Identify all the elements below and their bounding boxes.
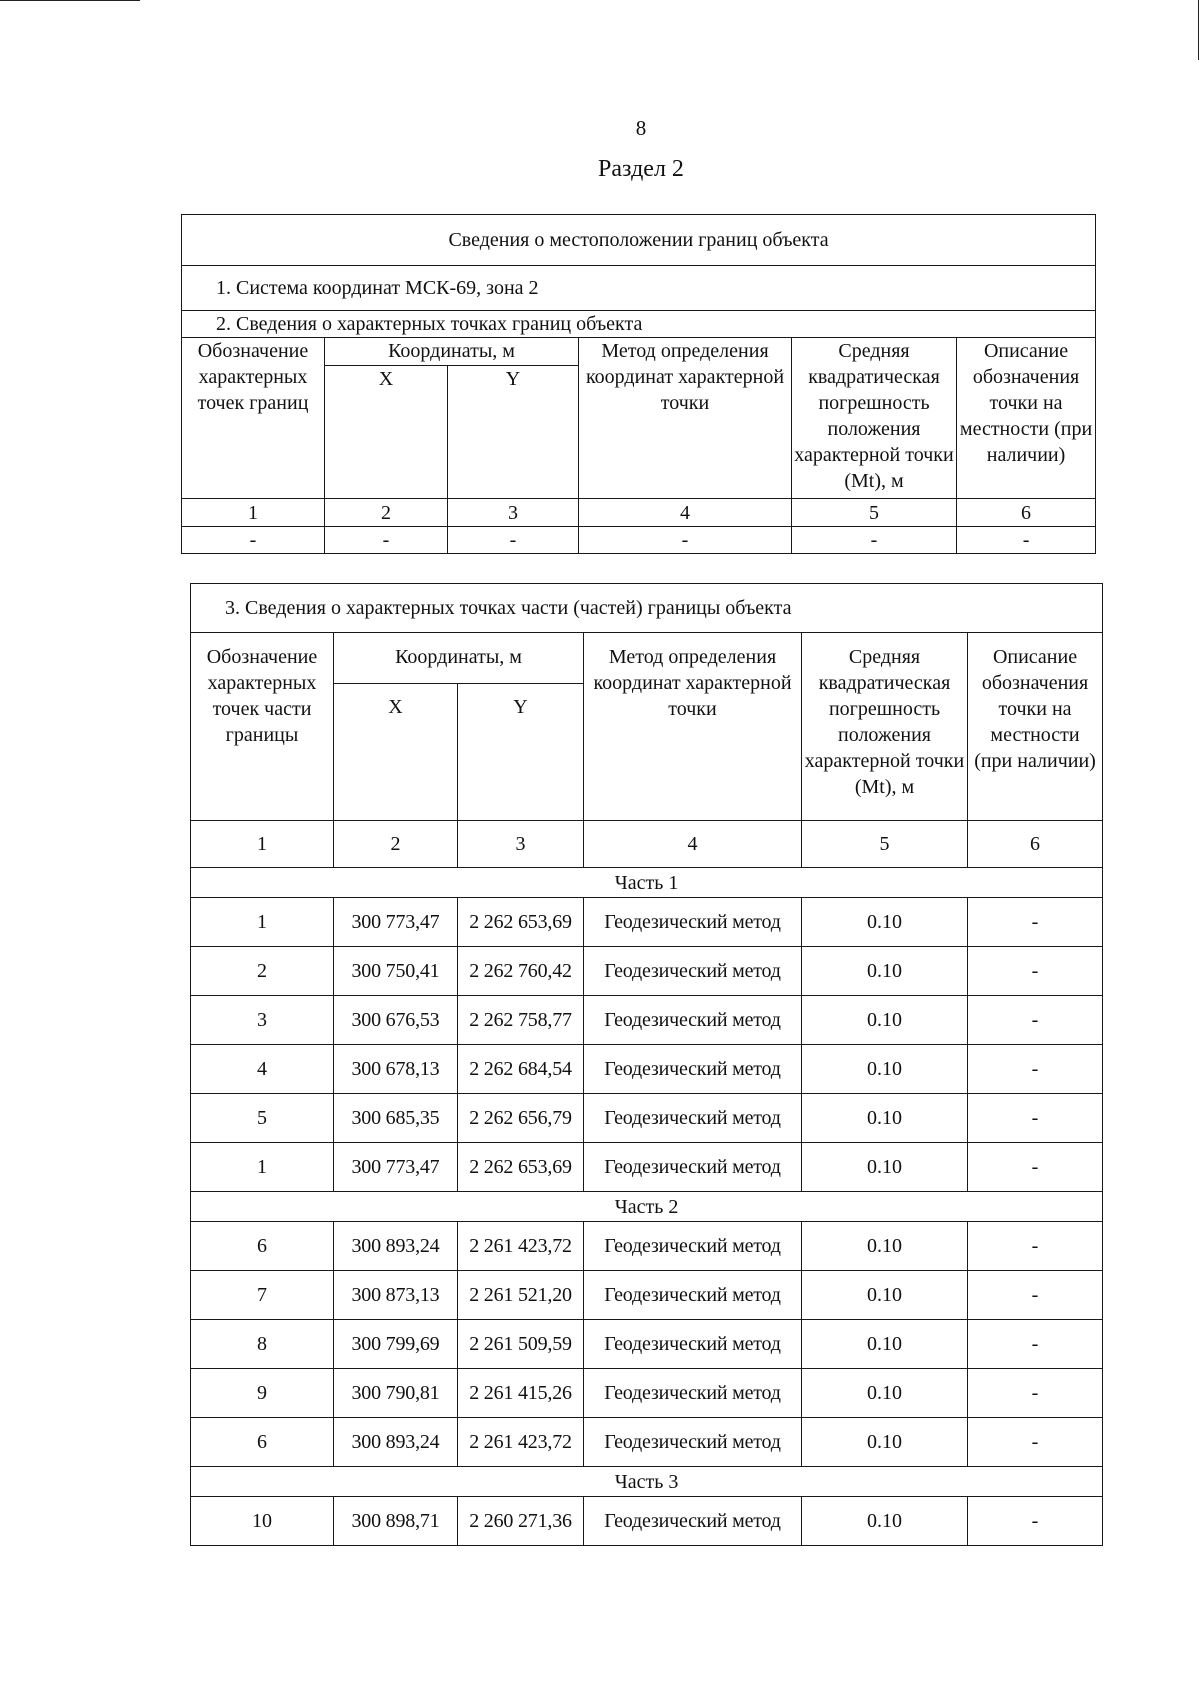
x-coordinate-cell: 300 773,47 (334, 898, 458, 947)
x-coordinate-cell: 300 893,24 (334, 1222, 458, 1271)
error-cell: 0.10 (802, 1320, 968, 1369)
error-cell: 0.10 (802, 1143, 968, 1192)
points-heading-row: 2. Сведения о характерных точках границ объекта (182, 311, 1096, 338)
error-cell: 0.10 (802, 1094, 968, 1143)
point-number-cell: 5 (191, 1094, 334, 1143)
error-header: Средняя квадратическая погрешность положения характерной точки (Mt), м (802, 633, 968, 821)
description-cell: - (968, 1045, 1103, 1094)
error-cell: 0.10 (802, 947, 968, 996)
y-coordinate-cell: 2 261 509,59 (458, 1320, 584, 1369)
description-header: Описание обозначения точки на местности (при наличии) (968, 633, 1103, 821)
method-cell: Геодезический метод (584, 1045, 802, 1094)
description-cell: - (968, 1320, 1103, 1369)
method-cell: Геодезический метод (584, 1143, 802, 1192)
column-number-4: 4 (584, 821, 802, 868)
x-coordinate-cell: 300 678,13 (334, 1045, 458, 1094)
part-points-title: 3. Сведения о характерных точках части (частей) границы объекта (191, 584, 1103, 633)
table-row (191, 1271, 1103, 1320)
x-coordinate-cell: 300 790,81 (334, 1369, 458, 1418)
point-number-cell: 6 (191, 1418, 334, 1467)
table-row (191, 1222, 1103, 1271)
error-cell: 0.10 (802, 1222, 968, 1271)
description-cell: - (968, 1143, 1103, 1192)
part-label: Часть 1 (191, 868, 1103, 898)
column-number-2: 2 (334, 821, 458, 868)
x-header: X (325, 366, 448, 499)
y-header: Y (458, 684, 584, 821)
column-number-1: 1 (191, 821, 334, 868)
point-number-cell: 1 (191, 1143, 334, 1192)
method-cell: Геодезический метод (584, 1320, 802, 1369)
x-coordinate-cell: 300 773,47 (334, 1143, 458, 1192)
table-cell: - (579, 527, 792, 554)
method-cell: Геодезический метод (584, 898, 802, 947)
part-header-row (191, 1192, 1103, 1222)
part-label: Часть 3 (191, 1467, 1103, 1497)
description-cell: - (968, 996, 1103, 1045)
y-coordinate-cell: 2 261 415,26 (458, 1369, 584, 1418)
table-row (191, 1143, 1103, 1192)
description-cell: - (968, 1271, 1103, 1320)
point-number-cell: 3 (191, 996, 334, 1045)
part-label: Часть 2 (191, 1192, 1103, 1222)
description-cell: - (968, 947, 1103, 996)
point-number-cell: 4 (191, 1045, 334, 1094)
description-header: Описание обозначения точки на местности (при наличии) (957, 338, 1096, 499)
table-row (191, 1320, 1103, 1369)
part-header-row (191, 1467, 1103, 1497)
y-coordinate-cell: 2 261 423,72 (458, 1222, 584, 1271)
designation-header: Обозначение характерных точек части границы (191, 633, 334, 821)
y-coordinate-cell: 2 260 271,36 (458, 1497, 584, 1546)
table-cell: - (957, 527, 1096, 554)
column-number-3: 3 (448, 499, 579, 527)
method-cell: Геодезический метод (584, 996, 802, 1045)
method-cell: Геодезический метод (584, 947, 802, 996)
column-number-6: 6 (957, 499, 1096, 527)
error-cell: 0.10 (802, 898, 968, 947)
point-number-cell: 8 (191, 1320, 334, 1369)
description-cell: - (968, 1497, 1103, 1546)
y-coordinate-cell: 2 262 758,77 (458, 996, 584, 1045)
method-header: Метод определения координат характерной точки (584, 633, 802, 821)
error-cell: 0.10 (802, 1369, 968, 1418)
column-numbers-row (191, 821, 1103, 868)
column-number-4: 4 (579, 499, 792, 527)
error-cell: 0.10 (802, 1045, 968, 1094)
column-number-5: 5 (802, 821, 968, 868)
method-cell: Геодезический метод (584, 1369, 802, 1418)
error-header: Средняя квадратическая погрешность положения характерной точки (Mt), м (792, 338, 957, 499)
description-cell: - (968, 1418, 1103, 1467)
scan-edge-mark-right (1198, 0, 1199, 60)
x-coordinate-cell: 300 898,71 (334, 1497, 458, 1546)
y-coordinate-cell: 2 262 656,79 (458, 1094, 584, 1143)
x-coordinate-cell: 300 873,13 (334, 1271, 458, 1320)
table-row (191, 1369, 1103, 1418)
point-number-cell: 10 (191, 1497, 334, 1546)
method-cell: Геодезический метод (584, 1418, 802, 1467)
section-title: Раздел 2 (598, 156, 684, 182)
table-row (191, 1497, 1103, 1546)
y-coordinate-cell: 2 262 653,69 (458, 898, 584, 947)
x-coordinate-cell: 300 893,24 (334, 1418, 458, 1467)
table-cell: - (325, 527, 448, 554)
column-number-1: 1 (182, 499, 325, 527)
error-cell: 0.10 (802, 1497, 968, 1546)
column-number-6: 6 (968, 821, 1103, 868)
y-coordinate-cell: 2 262 653,69 (458, 1143, 584, 1192)
table-row (191, 947, 1103, 996)
description-cell: - (968, 1094, 1103, 1143)
error-cell: 0.10 (802, 996, 968, 1045)
table-cell: - (448, 527, 579, 554)
point-number-cell: 1 (191, 898, 334, 947)
description-cell: - (968, 1369, 1103, 1418)
designation-header: Обозначение характерных точек границ (182, 338, 325, 499)
y-header: Y (448, 366, 579, 499)
method-cell: Геодезический метод (584, 1271, 802, 1320)
column-number-2: 2 (325, 499, 448, 527)
scan-edge-mark-top (0, 0, 140, 1)
part-header-row (191, 868, 1103, 898)
column-number-5: 5 (792, 499, 957, 527)
table-row (182, 527, 1096, 554)
y-coordinate-cell: 2 261 423,72 (458, 1418, 584, 1467)
x-coordinate-cell: 300 676,53 (334, 996, 458, 1045)
coordinates-header: Координаты, м (325, 338, 579, 366)
method-cell: Геодезический метод (584, 1222, 802, 1271)
column-numbers-row (182, 499, 1096, 527)
error-cell: 0.10 (802, 1418, 968, 1467)
description-cell: - (968, 1222, 1103, 1271)
point-number-cell: 7 (191, 1271, 334, 1320)
part-points-table (190, 583, 1103, 1546)
table-cell: - (792, 527, 957, 554)
description-cell: - (968, 898, 1103, 947)
page-number: 8 (635, 116, 647, 140)
table-row (191, 996, 1103, 1045)
y-coordinate-cell: 2 261 521,20 (458, 1271, 584, 1320)
table-cell: - (182, 527, 325, 554)
column-number-3: 3 (458, 821, 584, 868)
method-header: Метод определения координат характерной точки (579, 338, 792, 499)
coordinates-header: Координаты, м (334, 633, 584, 684)
x-coordinate-cell: 300 685,35 (334, 1094, 458, 1143)
table-row (191, 898, 1103, 947)
boundary-location-table (181, 214, 1096, 554)
table-row (191, 1045, 1103, 1094)
x-header: X (334, 684, 458, 821)
point-number-cell: 2 (191, 947, 334, 996)
method-cell: Геодезический метод (584, 1497, 802, 1546)
point-number-cell: 9 (191, 1369, 334, 1418)
x-coordinate-cell: 300 799,69 (334, 1320, 458, 1369)
method-cell: Геодезический метод (584, 1094, 802, 1143)
table-row (191, 1094, 1103, 1143)
x-coordinate-cell: 300 750,41 (334, 947, 458, 996)
coordinate-system-row: 1. Система координат МСК-69, зона 2 (182, 266, 1096, 311)
y-coordinate-cell: 2 262 684,54 (458, 1045, 584, 1094)
boundary-table-title: Сведения о местоположении границ объекта (182, 215, 1096, 266)
error-cell: 0.10 (802, 1271, 968, 1320)
y-coordinate-cell: 2 262 760,42 (458, 947, 584, 996)
table-row (191, 1418, 1103, 1467)
point-number-cell: 6 (191, 1222, 334, 1271)
